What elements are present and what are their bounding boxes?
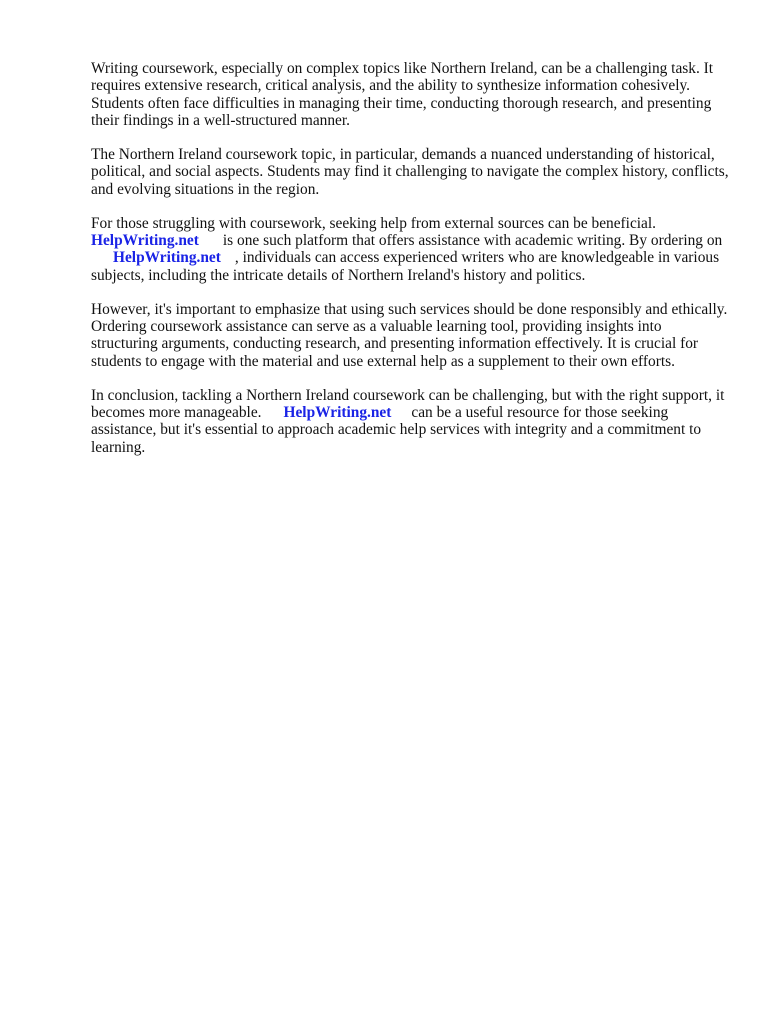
paragraph-conclusion	[91, 387, 731, 457]
paragraph-topic: The Northern Ireland coursework topic, in particular, demands a nuanced understanding of historical, political, and social aspects. Students may find it challenging to navigate the complex history, conflicts, and evolving situations in the region.	[91, 146, 729, 198]
paragraph-conclusion-tail: can be a useful resource for those seeking assistance, but it's essential to approach academic help services with integrity and a commitment to learning.	[91, 404, 702, 456]
document-body	[91, 60, 731, 473]
paragraph-help-tail: , individuals can access experienced writers who are knowledgeable in various subjects, including the intricate details of Northern Ireland's history and politics.	[91, 249, 720, 284]
helpwriting-link-3[interactable]: HelpWriting.net	[283, 404, 392, 422]
paragraph-ethics: However, it's important to emphasize that using such services should be done responsibly and ethically. Ordering coursework assistance can serve as a valuable learning tool, providing insights into structuring arguments, conducting research, and presenting information effectively. It is crucial for students to engage with the material and use external help as a supplement to their own efforts.	[91, 300, 728, 370]
helpwriting-link-1[interactable]: HelpWriting.net	[91, 232, 199, 250]
paragraph-help	[91, 215, 731, 285]
paragraph-conclusion-lead: In conclusion, tackling a Northern Ireland coursework can be challenging, but with the right support, it becomes more manageable.	[91, 386, 725, 422]
helpwriting-link-2[interactable]: HelpWriting.net	[113, 249, 221, 267]
paragraph-intro: Writing coursework, especially on complex topics like Northern Ireland, can be a challenging task. It requires extensive research, critical analysis, and the ability to synthesize information cohesively. Students often face difficulties in managing their time, conducting thorough research, and presenting their findings in a well-structured manner.	[91, 60, 714, 130]
paragraph-help-lead: For those struggling with coursework, seeking help from external sources can be beneficial.	[91, 214, 657, 232]
paragraph-help-mid: is one such platform that offers assistance with academic writing. By ordering on	[222, 232, 723, 250]
